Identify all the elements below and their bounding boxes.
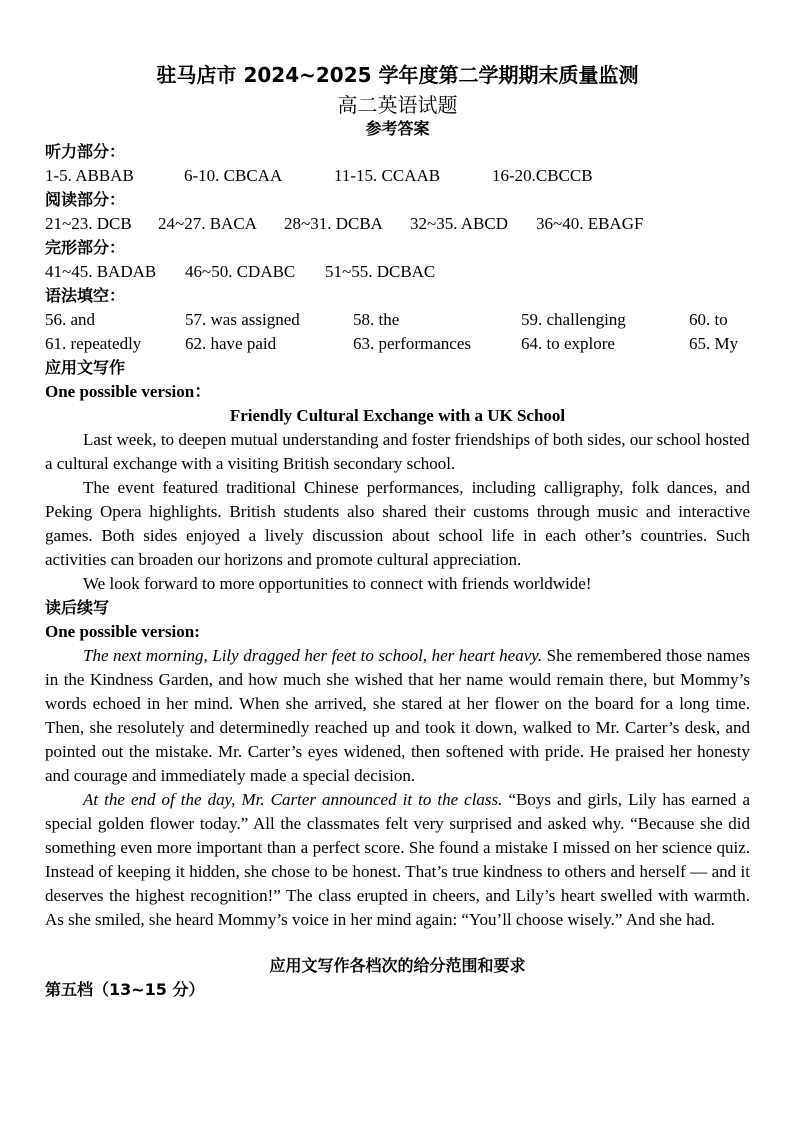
paragraph-lead: The next morning, Lily dragged her feet to school, her heart heavy.	[83, 646, 543, 665]
version-label: One possible version：	[45, 382, 212, 401]
answer-item: 65. My	[689, 334, 739, 353]
answer-item: 57. was assigned	[185, 310, 300, 329]
answer-item: 60. to	[689, 310, 728, 329]
continuation-writing-label: 读后续写	[45, 598, 110, 617]
answer-item: 62. have paid	[185, 334, 277, 353]
answer-group: 36~40. EBAGF	[536, 214, 644, 233]
page-title: 驻马店市 2024~2025 学年度第二学期期末质量监测	[156, 63, 639, 87]
listening-section-label: 听力部分：	[45, 142, 126, 161]
essay-paragraph: Last week, to deepen mutual understanding and foster friendships of both sides, our school hosted a cultural exchange with a visiting British secondary school.	[45, 430, 750, 473]
answer-group: 28~31. DCBA	[284, 214, 383, 233]
answer-group: 1-5. ABBAB	[45, 166, 134, 185]
page-subtitle: 高二英语试题	[337, 93, 458, 117]
scoring-title: 应用文写作各档次的给分范围和要求	[269, 956, 526, 975]
answer-item: 59. challenging	[521, 310, 626, 329]
answer-item: 64. to explore	[521, 334, 615, 353]
story-paragraph	[45, 788, 750, 932]
essay-paragraph: The event featured traditional Chinese performances, including calligraphy, folk dances, and Peking Opera highlights. British students also shared their customs through music and interactive games. Both sides enjoyed a lively discussion about school life in each other’s countries. Such activities can broaden our horizons and promote cultural appreciation.	[45, 478, 750, 569]
answer-group: 46~50. CDABC	[185, 262, 296, 281]
essay-title: Friendly Cultural Exchange with a UK School	[229, 406, 566, 425]
grammar-section-label: 语法填空：	[45, 286, 126, 305]
answers-label: 参考答案	[365, 119, 430, 138]
answer-group: 11-15. CCAAB	[334, 166, 441, 185]
cloze-section-label: 完形部分：	[45, 238, 126, 257]
answer-group: 41~45. BADAB	[45, 262, 157, 281]
paragraph-body: “Boys and girls, Lily has earned a special golden flower today.” All the classmates felt very surprised and asked why. “Because she did something even more important than a perfect score. She found a mistake I missed on her science quiz. Instead of keeping it hidden, she chose to be honest. That’s true kindness to others and herself — and it deserves the highest recognition!” The class erupted in cheers, and Lily’s heart swelled with warmth. As she smiled, she heard Mommy’s voice in her mind again: “You’ll choose wisely.” And she had.	[45, 790, 750, 929]
version-label: One possible version:	[45, 622, 200, 641]
answer-group: 21~23. DCB	[45, 214, 132, 233]
reading-answers	[45, 212, 750, 236]
answer-group: 6-10. CBCAA	[184, 166, 283, 185]
paragraph-lead: At the end of the day, Mr. Carter announced it to the class.	[83, 790, 503, 809]
answer-item: 58. the	[353, 310, 400, 329]
cloze-answers	[45, 260, 750, 284]
paragraph-body: She remembered those names in the Kindness Garden, and how much she wished that her name would remain there, but Mommy’s words echoed in her mind. When she arrived, she stared at her flower on the board for a long time. Then, she resolutely and determinedly reached up and took it down, walked to Mr. Carter’s desk, and pointed out the mistake. Mr. Carter’s eyes widened, then softened with pride. He praised her honesty and courage and immediately made a special decision.	[45, 646, 750, 785]
answer-group: 32~35. ABCD	[410, 214, 508, 233]
answer-group: 51~55. DCBAC	[325, 262, 436, 281]
grammar-answers-row-1	[45, 308, 750, 332]
answer-item: 63. performances	[353, 334, 472, 353]
story-paragraph	[45, 644, 750, 788]
practical-writing-label: 应用文写作	[45, 358, 126, 377]
reading-section-label: 阅读部分：	[45, 190, 126, 209]
answer-item: 61. repeatedly	[45, 334, 142, 353]
answer-key-page	[45, 58, 750, 1002]
listening-answers	[45, 164, 750, 188]
answer-group: 24~27. BACA	[158, 214, 257, 233]
answer-item: 56. and	[45, 310, 96, 329]
scoring-tier-5: 第五档（13~15 分）	[45, 980, 205, 999]
answer-group: 16-20.CBCCB	[492, 166, 593, 185]
grammar-answers-row-2	[45, 332, 750, 356]
essay-paragraph: We look forward to more opportunities to connect with friends worldwide!	[83, 574, 592, 593]
